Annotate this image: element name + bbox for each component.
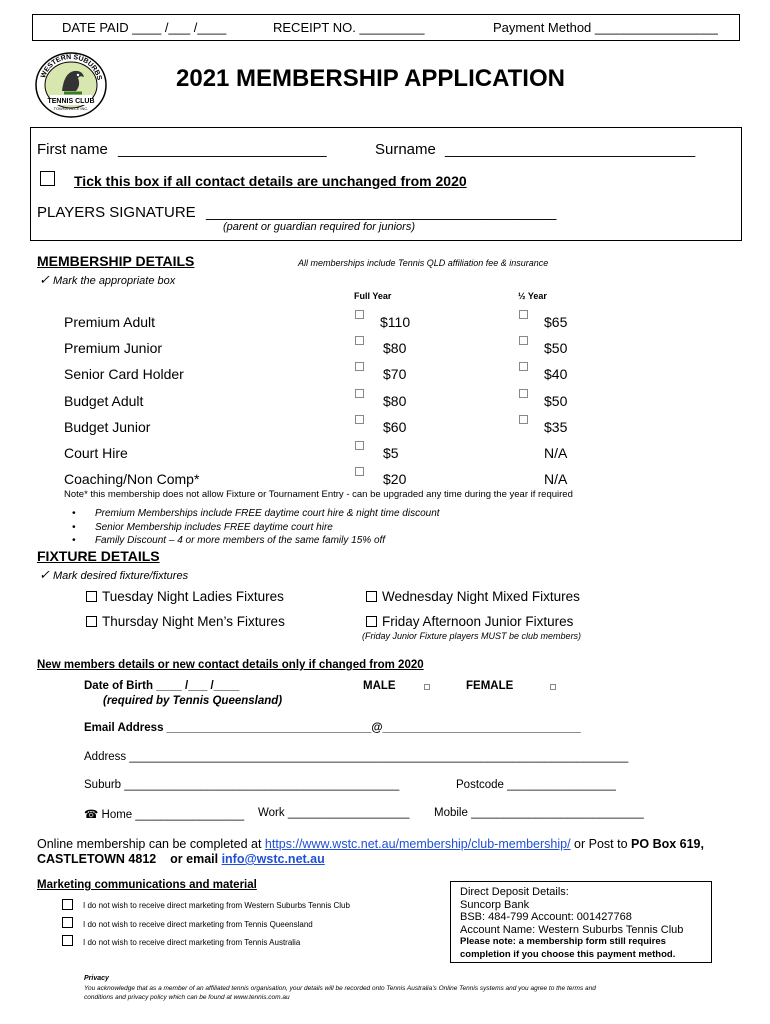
full-year-price: $60 bbox=[383, 419, 407, 435]
half-year-price: $50 bbox=[544, 340, 568, 356]
half-year-price: N/A bbox=[544, 471, 568, 487]
half-year-price: $35 bbox=[544, 419, 568, 435]
fixture-option-friday[interactable]: Friday Afternoon Junior Fixtures bbox=[366, 614, 573, 629]
full-year-checkbox[interactable] bbox=[355, 310, 364, 319]
full-year-checkbox[interactable] bbox=[355, 441, 364, 450]
half-year-price: $50 bbox=[544, 393, 568, 409]
fixture-checkbox[interactable] bbox=[86, 591, 97, 602]
col-full-year: Full Year bbox=[354, 291, 392, 301]
fixture-note: (Friday Junior Fixture players MUST be club members) bbox=[362, 631, 582, 641]
membership-type: Senior Card Holder bbox=[64, 366, 184, 382]
dob-field[interactable]: Date of Birth ____ /___ /____ bbox=[84, 680, 240, 692]
privacy-heading: Privacy bbox=[84, 975, 109, 982]
membership-note: All memberships include Tennis QLD affiliation fee & insurance bbox=[298, 258, 549, 268]
full-year-checkbox[interactable] bbox=[355, 336, 364, 345]
address-field[interactable]: Address ______________________________________________________________________________ bbox=[84, 751, 629, 763]
date-paid-field[interactable]: DATE PAID ____ /___ /____ bbox=[62, 20, 227, 35]
half-year-checkbox[interactable] bbox=[519, 336, 528, 345]
check-mark-icon: ✓ bbox=[39, 567, 50, 582]
payment-method-field[interactable]: Payment Method _________________ bbox=[493, 20, 718, 35]
receipt-no-field[interactable]: RECEIPT NO. _________ bbox=[273, 20, 425, 35]
half-year-checkbox[interactable] bbox=[519, 415, 528, 424]
full-year-price: $5 bbox=[383, 445, 399, 461]
membership-type: Court Hire bbox=[64, 445, 128, 461]
list-item: • Family Discount – 4 or more members of the same family 15% off bbox=[72, 535, 386, 546]
privacy-line-1: You acknowledge that as a member of an affiliated tennis organisation, your details will be recorded onto Tennis Australia’s Online Tennis systems and you agree to the terms and bbox=[84, 985, 596, 992]
half-year-checkbox[interactable] bbox=[519, 362, 528, 371]
deposit-title: Direct Deposit Details: bbox=[460, 886, 569, 898]
new-members-heading: New members details or new contact details only if changed from 2020 bbox=[37, 659, 424, 671]
marketing-option-wstc: I do not wish to receive direct marketing from Western Suburbs Tennis Club bbox=[83, 901, 350, 910]
surname-input[interactable]: ______________________________ bbox=[445, 141, 696, 158]
full-year-checkbox[interactable] bbox=[355, 389, 364, 398]
email-link[interactable]: info@wstc.net.au bbox=[221, 852, 325, 866]
full-year-checkbox[interactable] bbox=[355, 467, 364, 476]
membership-heading: MEMBERSHIP DETAILS bbox=[37, 253, 195, 269]
dob-note: (required by Tennis Queensland) bbox=[103, 695, 283, 707]
membership-instruction: ✓ Mark the appropriate box bbox=[39, 272, 176, 287]
male-checkbox[interactable] bbox=[424, 684, 430, 690]
membership-footnote: Note* this membership does not allow Fixture or Tournament Entry - can be upgraded any time during the year if required bbox=[64, 489, 573, 500]
club-logo bbox=[34, 51, 108, 119]
logo-bottom-text: TENNIS CLUB bbox=[47, 98, 95, 105]
applicant-box bbox=[30, 127, 742, 241]
female-checkbox[interactable] bbox=[550, 684, 556, 690]
half-year-checkbox[interactable] bbox=[519, 389, 528, 398]
fixture-instruction: ✓ Mark desired fixture/fixtures bbox=[39, 567, 189, 582]
full-year-price: $80 bbox=[383, 393, 407, 409]
unchanged-label: Tick this box if all contact details are unchanged from 2020 bbox=[74, 173, 467, 189]
marketing-checkbox-ta[interactable] bbox=[62, 935, 73, 946]
half-year-checkbox[interactable] bbox=[519, 310, 528, 319]
office-use-bar bbox=[32, 14, 740, 41]
list-item: • Premium Memberships include FREE daytime court hire & night time discount bbox=[72, 508, 440, 519]
direct-deposit-box bbox=[450, 881, 712, 963]
fixture-option-thursday[interactable]: Thursday Night Men’s Fixtures bbox=[86, 614, 285, 629]
membership-type: Budget Adult bbox=[64, 393, 144, 409]
fixture-checkbox[interactable] bbox=[86, 616, 97, 627]
list-item: • Senior Membership includes FREE daytime court hire bbox=[72, 521, 333, 533]
membership-type: Budget Junior bbox=[64, 419, 151, 435]
male-label: MALE bbox=[363, 680, 396, 692]
deposit-bsb: BSB: 484-799 Account: 001427768 bbox=[460, 911, 632, 924]
membership-link[interactable]: https://www.wstc.net.au/membership/club-membership/ bbox=[264, 837, 571, 851]
privacy-line-2: conditions and privacy policy which can be found at www.tennis.com.au bbox=[84, 994, 290, 1001]
fixture-checkbox[interactable] bbox=[366, 616, 377, 627]
online-line-2: CASTLETOWN 4812 or email info@wstc.net.au bbox=[37, 852, 325, 866]
home-phone-field[interactable]: ☎ Home _________________ bbox=[84, 809, 245, 821]
half-year-price: N/A bbox=[544, 445, 568, 461]
membership-benefits bbox=[72, 507, 440, 548]
full-year-checkbox[interactable] bbox=[355, 415, 364, 424]
mobile-phone-field[interactable]: Mobile ___________________________ bbox=[434, 807, 644, 819]
surname-label: Surname bbox=[375, 141, 436, 158]
full-year-price: $110 bbox=[380, 314, 411, 330]
deposit-note-2: completion if you choose this payment method. bbox=[460, 948, 676, 960]
signature-input[interactable]: __________________________________________ bbox=[206, 204, 557, 221]
suburb-field[interactable]: Suburb ___________________________________________ bbox=[84, 779, 400, 791]
full-year-price: $80 bbox=[383, 340, 407, 356]
half-year-price: $40 bbox=[544, 366, 568, 382]
marketing-checkbox-tq[interactable] bbox=[62, 917, 73, 928]
logo-sub-text: TOWNSVILLE INC. bbox=[53, 106, 89, 111]
email-field[interactable]: Email Address ________________________________@_______________________________ bbox=[84, 722, 581, 734]
unchanged-checkbox[interactable] bbox=[40, 171, 55, 186]
signature-label: PLAYERS SIGNATURE bbox=[37, 204, 196, 221]
membership-type: Premium Junior bbox=[64, 340, 163, 356]
full-year-checkbox[interactable] bbox=[355, 362, 364, 371]
online-line-1: Online membership can be completed at https://www.wstc.net.au/membership/club-membership/ or Post to PO Box 619, bbox=[37, 837, 704, 851]
phone-icon: ☎ bbox=[84, 809, 99, 821]
logo-top-text: WESTERN SUBURBS bbox=[40, 53, 103, 82]
marketing-heading: Marketing communications and material bbox=[37, 879, 257, 891]
postcode-field[interactable]: Postcode _________________ bbox=[456, 779, 616, 791]
first-name-input[interactable]: _________________________ bbox=[118, 141, 327, 158]
fixture-heading: FIXTURE DETAILS bbox=[37, 548, 160, 564]
fixture-option-tuesday[interactable]: Tuesday Night Ladies Fixtures bbox=[86, 589, 284, 604]
fixture-checkbox[interactable] bbox=[366, 591, 377, 602]
deposit-account-name: Account Name: Western Suburbs Tennis Club bbox=[460, 923, 684, 936]
col-half-year: ½ Year bbox=[518, 291, 547, 301]
page-title: 2021 MEMBERSHIP APPLICATION bbox=[176, 65, 565, 92]
check-mark-icon: ✓ bbox=[39, 272, 50, 287]
first-name-label: First name bbox=[37, 141, 108, 158]
marketing-option-ta: I do not wish to receive direct marketing from Tennis Australia bbox=[83, 938, 301, 947]
full-year-price: $20 bbox=[383, 471, 407, 487]
deposit-bank: Suncorp Bank bbox=[460, 898, 530, 911]
fixture-option-wednesday[interactable]: Wednesday Night Mixed Fixtures bbox=[366, 589, 580, 604]
membership-type: Coaching/Non Comp* bbox=[64, 471, 200, 487]
signature-note: (parent or guardian required for juniors) bbox=[223, 221, 415, 233]
membership-type: Premium Adult bbox=[64, 314, 156, 330]
female-label: FEMALE bbox=[466, 680, 514, 692]
marketing-option-tq: I do not wish to receive direct marketing from Tennis Queensland bbox=[83, 920, 313, 929]
marketing-checkbox-wstc[interactable] bbox=[62, 899, 73, 910]
work-phone-field[interactable]: Work ___________________ bbox=[258, 807, 410, 819]
half-year-price: $65 bbox=[544, 314, 568, 330]
full-year-price: $70 bbox=[383, 366, 407, 382]
deposit-note-1: Please note: a membership form still requires bbox=[460, 936, 666, 948]
